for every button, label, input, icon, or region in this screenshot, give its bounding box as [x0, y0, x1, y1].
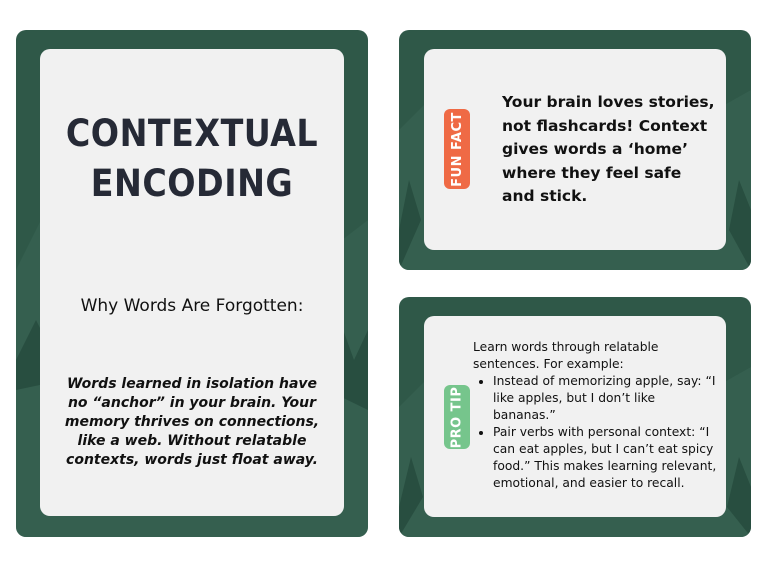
card-panel: [424, 316, 726, 517]
fun-fact-badge: [444, 109, 470, 189]
contextual-encoding-card: [16, 30, 368, 537]
fun-fact-card: [399, 30, 751, 270]
pro-tip-badge-label: PRO TIP: [449, 386, 465, 448]
fun-fact-text: Your brain loves stories, not flashcards! Context gives words a ‘home’ where they feel safe and stick.: [502, 93, 715, 205]
body-text: Words learned in isolation have no “anchor” in your brain. Your memory thrives on connections, like a web. Without relatable contexts, words just float away.: [64, 376, 320, 468]
page-title: [40, 109, 344, 209]
pro-tip-list: [473, 373, 718, 492]
card-panel: [40, 49, 344, 516]
list-item: • Instead of memorizing apple, say: “I like apples, but I don’t like bananas.”: [493, 373, 718, 424]
subheading: Why Words Are Forgotten:: [80, 296, 304, 316]
fun-fact-badge-label: FUN FACT: [449, 111, 465, 187]
title-line-2: ENCODING: [90, 162, 294, 205]
pro-tip-content: [473, 339, 718, 492]
pro-tip-badge: [444, 385, 470, 449]
pro-tip-intro: Learn words through relatable sentences. For example:: [473, 340, 659, 371]
card-panel: [424, 49, 726, 250]
title-line-1: CONTEXTUAL: [65, 112, 319, 155]
list-item: • Pair verbs with personal context: “I can eat apples, but I can’t eat spicy food.” This makes learning relevant, emotional, and easier to recall.: [493, 424, 718, 492]
pro-tip-card: [399, 297, 751, 537]
